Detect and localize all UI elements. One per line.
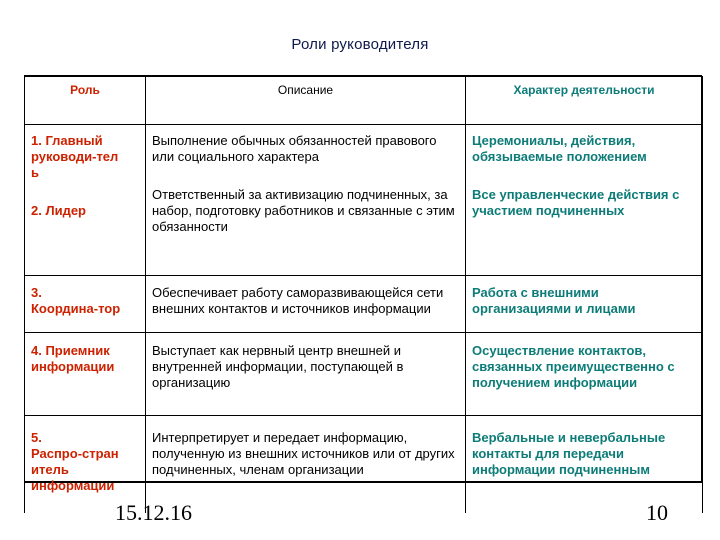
description-1: Выполнение обычных обязанностей правового или социального характера	[152, 133, 437, 164]
activity-1: Церемониалы, действия, обязываемые положением	[472, 133, 647, 164]
role-cell	[25, 276, 146, 333]
description-5: Интерпретирует и передает информацию, полученную из внешних источников или от других подчиненных, членам организации	[146, 416, 466, 514]
page-number: 10	[646, 500, 668, 525]
role-2-label: 2. Лидер	[31, 203, 86, 218]
activity-cell	[466, 125, 703, 276]
role-cell	[25, 125, 146, 276]
role-1-line: руководи-тел	[31, 149, 119, 164]
role-3-line: 3.	[31, 285, 42, 300]
role-1-line: ь	[31, 165, 39, 180]
table-row	[25, 276, 703, 333]
page-title: Роли руководителя	[291, 36, 429, 53]
role-5-line: 5.	[31, 430, 42, 445]
role-5-line: итель	[31, 462, 69, 477]
table-row	[25, 416, 703, 514]
roles-table	[24, 76, 703, 513]
activity-2: Все управленческие действия с участием подчиненных	[472, 187, 680, 218]
activity-4: Осуществление контактов, связанных преимущественно с получением информации	[466, 333, 703, 416]
header-activity: Характер деятельности	[466, 76, 703, 125]
table-row	[25, 333, 703, 416]
header-description: Описание	[146, 76, 466, 125]
role-5-line: информации	[31, 478, 115, 493]
description-2: Ответственный за активизацию подчиненных, за набор, подготовку работников и связанные с этим обязанности	[152, 187, 455, 234]
table-row	[25, 125, 703, 276]
description-cell	[146, 125, 466, 276]
role-1-line: 1. Главный	[31, 133, 103, 148]
header-role: Роль	[25, 76, 146, 125]
footer-date: 15.12.16	[115, 500, 192, 525]
activity-3: Работа с внешними организациями и лицами	[466, 276, 703, 333]
role-3-line: Координа-тор	[31, 301, 121, 316]
table-header-row	[25, 76, 703, 125]
role-4: 4. Приемник информации	[25, 333, 146, 416]
activity-5: Вербальные и невербальные контакты для передачи информации подчиненным	[466, 416, 703, 514]
role-cell	[25, 416, 146, 514]
role-5-line: Распро-стран	[31, 446, 119, 461]
description-4: Выступает как нервный центр внешней и внутренней информации, поступающей в организацию	[146, 333, 466, 416]
description-3: Обеспечивает работу саморазвивающейся сети внешних контактов и источников информации	[146, 276, 466, 333]
